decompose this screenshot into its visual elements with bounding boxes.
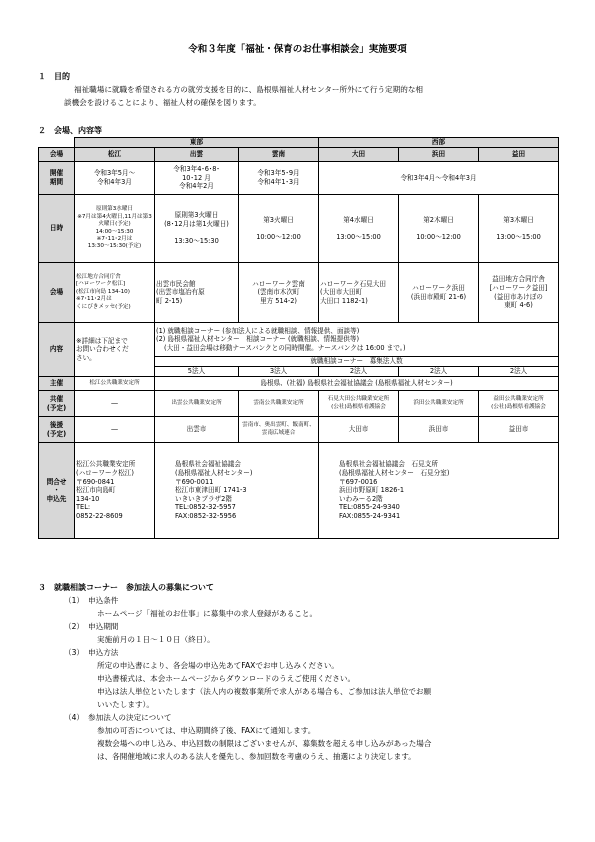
section-3-heading: ３ 就職相談コーナー 参加法人の募集について <box>38 583 214 592</box>
count-unnan: 3法人 <box>239 367 319 377</box>
schedule-table <box>38 137 559 539</box>
row-label-venue: 会場 <box>39 148 75 162</box>
venue-izumo: 出雲 <box>155 148 239 162</box>
row-label-period: 開催 期間 <box>39 162 75 195</box>
row-label-content: 内容 <box>39 323 75 377</box>
content-description <box>155 323 559 357</box>
place-masuda: 益田地方合同庁舎 [ハローワーク益田] (益田市あけぼの 東町 4-6) <box>479 263 559 323</box>
count-izumo: 5法人 <box>155 367 239 377</box>
place-oda: ハローワーク石見大田 (大田市大田町 大田口 1182-1) <box>319 263 399 323</box>
group-west: 西部 <box>319 138 559 148</box>
cohost-unnan: 雲南公共職業安定所 <box>239 391 319 417</box>
content-line-1: (1) 就職相談コーナー (参加法人による就職相談、情報提供、面談等) <box>156 326 360 335</box>
cohost-masuda: 益田公共職業安定所 (公社)島根県看護協会 <box>479 391 559 417</box>
venue-matsue: 松江 <box>75 148 155 162</box>
row-label-place: 会場 <box>39 263 75 323</box>
content-note: ※詳細は下記まで お問い合わせくだ さい。 <box>75 323 155 377</box>
item-4-title: （4） 参加法人の決定について <box>64 713 172 722</box>
date-matsue: 原則第3水曜日 ※7月は第4火曜日,11月は第3火曜日(予定) 14:00～15:30 ※7･11･2月は 13:30～15:30(予定) <box>75 195 155 263</box>
group-east: 東部 <box>75 138 319 148</box>
row-label-contact: 問合せ ・ 申込先 <box>39 443 75 539</box>
host-rest: 島根県、(社福) 島根県社会福祉協議会 (島根県福祉人材センター) <box>155 377 559 391</box>
cohost-izumo: 出雲公共職業安定所 <box>155 391 239 417</box>
period-west: 令和3年4月～令和4年3月 <box>319 162 559 195</box>
support-oda: 大田市 <box>319 417 399 443</box>
contact-iwami: 島根県社会福祉協議会 石見支所 (島根県福祉人材センター 石見分室) 〒697-0016 浜田市野原町 1826-1 いわみーる2階 TEL:0855-24-9340 FAX:0855-24-9341 <box>319 443 559 539</box>
place-unnan: ハローワーク雲南 (雲南市木次町 里方 514-2) <box>239 263 319 323</box>
section-3-body <box>64 594 564 763</box>
date-oda: 第4水曜日 13:00～15:00 <box>319 195 399 263</box>
support-unnan: 雲南市、奥出雲町、飯南町、 雲南広域連合 <box>239 417 319 443</box>
content-line-3: (大田・益田会場は移動ナースバンクとの同時開催。ナースバンクは 16:00 まで。) <box>164 343 406 352</box>
row-label-support: 後援 (予定) <box>39 417 75 443</box>
support-izumo: 出雲市 <box>155 417 239 443</box>
contact-matsue: 松江公共職業安定所 (ハローワーク松江) 〒690-0841 松江市向島町 134-10 TEL: 0852-22-8609 <box>75 443 155 539</box>
row-label-cohost: 共催 (予定) <box>39 391 75 417</box>
contact-center: 島根県社会福祉協議会 (島根県福祉人材センター) 〒690-0011 松江市東津田町 1741-3 いきいきプラザ2階 TEL:0852-32-5957 FAX:0852-32-5956 <box>155 443 319 539</box>
count-masuda: 2法人 <box>479 367 559 377</box>
item-2-body: 実施前月の１日～１０日（終日）。 <box>97 635 215 644</box>
count-oda: 2法人 <box>319 367 399 377</box>
row-label-host: 主催 <box>39 377 75 391</box>
venue-masuda: 益田 <box>479 148 559 162</box>
date-izumo: 原則第3火曜日 (8･12月は第1火曜日) 13:30～15:30 <box>155 195 239 263</box>
place-hamada: ハローワーク浜田 (浜田市殿町 21-6) <box>399 263 479 323</box>
item-4-body: 参加の可否については、申込期間終了後、FAXにて通知します。 複数会場への申し込み、申込回数の制限はございませんが、募集数を超える申し込みがあった場合 は、各開催地域に求人のある法人を優先し、参加回数を考慮のうえ、抽選により決定します。 <box>97 726 432 761</box>
date-masuda: 第3木曜日 13:00～15:00 <box>479 195 559 263</box>
document-title: 令和３年度「福祉・保育のお仕事相談会」実施要項 <box>188 44 407 55</box>
item-3-title: （3） 申込方法 <box>64 648 119 657</box>
item-1-title: （1） 申込条件 <box>64 596 119 605</box>
support-hamada: 浜田市 <box>399 417 479 443</box>
section-2-heading: ２ 会場、内容等 <box>38 126 102 135</box>
venue-hamada: 浜田 <box>399 148 479 162</box>
period-matsue: 令和3年5月～ 令和4年3月 <box>75 162 155 195</box>
cohost-oda: 石見大田公共職業安定所 (公社)島根県看護協会 <box>319 391 399 417</box>
place-matsue: 松江地方合同庁舎 [ハローワーク松江] (松江市向島 134-10) ※7･11･2月は くにびきメッセ(予定) <box>75 263 155 323</box>
venue-oda: 大田 <box>319 148 399 162</box>
place-izumo: 出雲市民会館 (出雲市塩冶有原 町 2-15) <box>155 263 239 323</box>
host-matsue: 松江公共職業安定所 <box>75 377 155 391</box>
date-unnan: 第3火曜日 10:00～12:00 <box>239 195 319 263</box>
item-2-title: （2） 申込期間 <box>64 622 119 631</box>
count-hamada: 2法人 <box>399 367 479 377</box>
support-matsue: ― <box>75 417 155 443</box>
date-hamada: 第2木曜日 10:00～12:00 <box>399 195 479 263</box>
row-label-date: 日時 <box>39 195 75 263</box>
item-3-body: 所定の申込書により、各会場の申込先あてFAXでお申し込みください。 申込書様式は、本会ホームページからダウンロードのうえご使用ください。 申込は法人単位といたします（法人内の複数事業所で求人がある場合も、ご参加は法人単位でお願 いいたします）。 <box>97 661 432 709</box>
content-line-2: (2) 島根県福祉人材センター 相談コーナー (就職相談、情報提供等) <box>156 335 360 344</box>
section-1-text: 福祉職場に就職を希望される方の就労支援を目的に、島根県福祉人材センター所外にて行う定期的な相 談機会を設けることにより、福祉人材の確保を図ります。 <box>64 85 424 107</box>
support-masuda: 益田市 <box>479 417 559 443</box>
section-1-heading: １ 目的 <box>38 72 70 81</box>
period-izumo: 令和3年4･6･8･ 10･12 月 令和4年2月 <box>155 162 239 195</box>
cohost-matsue: ― <box>75 391 155 417</box>
item-1-body: ホームページ「福祉のお仕事」に募集中の求人登録があること。 <box>97 609 318 618</box>
corner-count-label: 就職相談コーナー 募集法人数 <box>155 357 559 367</box>
venue-unnan: 雲南 <box>239 148 319 162</box>
cohost-hamada: 浜田公共職業安定所 <box>399 391 479 417</box>
period-unnan: 令和3年5･9月 令和4年1･3月 <box>239 162 319 195</box>
